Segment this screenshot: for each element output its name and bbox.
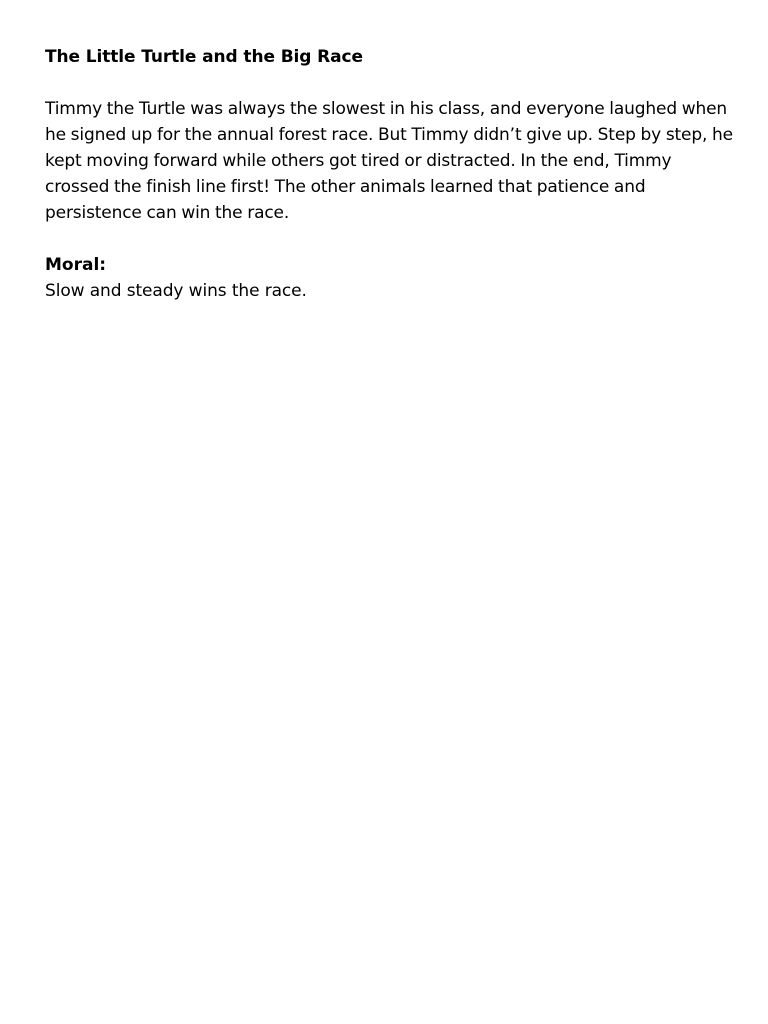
document-page (45, 44, 735, 304)
story-paragraph: Timmy the Turtle was always the slowest in his class, and everyone laughed when he signed up for the annual forest race. But Timmy didn’t give up. Step by step, he kept moving forward while others got tired or distracted. In the end, Timmy crossed the finish line first! The other animals learned that patience and persistence can win the race. (45, 99, 733, 223)
moral-text: Slow and steady wins the race. (45, 281, 307, 301)
moral-heading: Moral: (45, 255, 107, 275)
story-title: The Little Turtle and the Big Race (45, 47, 363, 67)
